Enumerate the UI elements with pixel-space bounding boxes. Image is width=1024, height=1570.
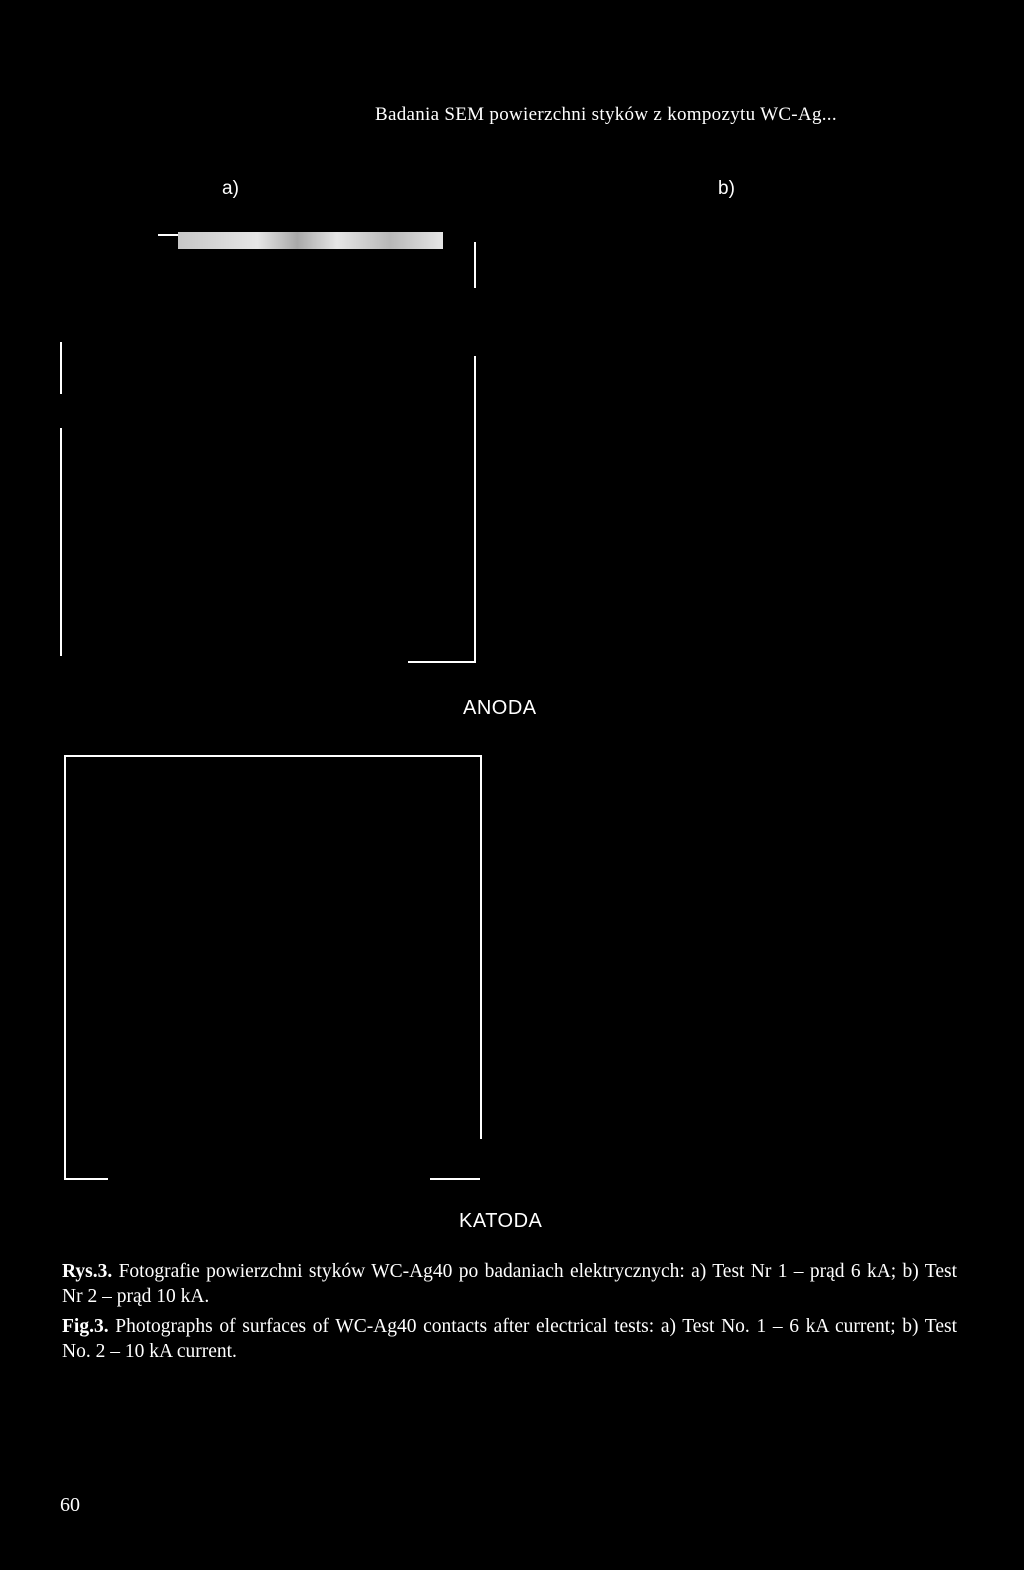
figure-caption-en xyxy=(62,1314,957,1364)
cathode-label: KATODA xyxy=(459,1210,543,1232)
panel-label-a: a) xyxy=(222,178,239,199)
caption-pl-label: Rys.3. xyxy=(62,1261,113,1282)
caption-en-text: Photographs of surfaces of WC-Ag40 contacts after electrical tests: a) Test No. 1 – 6 kA current; b) Test No. 2 – 10 kA current. xyxy=(62,1316,957,1362)
anode-label: ANODA xyxy=(463,697,537,719)
running-head: Badania SEM powierzchni styków z kompozytu WC-Ag... xyxy=(375,104,837,125)
caption-en-label: Fig.3. xyxy=(62,1316,109,1337)
caption-pl-text: Fotografie powierzchni styków WC-Ag40 po badaniach elektrycznych: a) Test Nr 1 – prąd 6 kA; b) Test Nr 2 – prąd 10 kA. xyxy=(62,1261,957,1307)
page-number: 60 xyxy=(60,1494,80,1516)
photo-edge-top xyxy=(178,232,443,249)
figure-caption-pl xyxy=(62,1259,957,1309)
panel-label-b: b) xyxy=(718,178,735,199)
